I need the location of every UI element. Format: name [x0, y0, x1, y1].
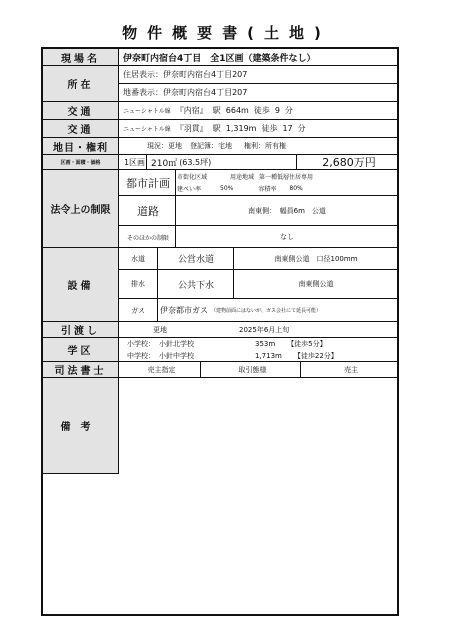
site-label: 現場名	[43, 49, 119, 65]
right-value: 所有権	[265, 142, 286, 150]
gas-label: ガス	[131, 306, 145, 315]
school-distance: 353m	[255, 340, 276, 348]
far-value: 80%	[289, 185, 303, 192]
delivery-label: 引渡し	[43, 322, 119, 337]
remarks-value	[119, 378, 397, 614]
area-sqm: 210㎡	[151, 158, 178, 169]
traffic-1-distance: 664m	[225, 106, 249, 115]
traffic-1-line: ニューシャトル線	[123, 108, 171, 115]
traffic-1-walk: 徒歩	[253, 106, 270, 115]
row-traffic-2	[43, 120, 397, 138]
school-cell	[119, 338, 397, 361]
row-scrivener	[43, 362, 397, 378]
regulation-label: 法令上の制限	[43, 170, 119, 247]
row-landuse	[43, 138, 397, 155]
landuse-value	[119, 138, 397, 154]
school-walk: 【徒歩22分】	[293, 352, 338, 360]
transaction-type-value: 売主	[344, 365, 358, 374]
drain-label: 排水	[131, 280, 145, 288]
traffic-2-line: ニューシャトル線	[123, 126, 171, 133]
delivery-date: 2025年6月上旬	[239, 325, 290, 334]
drain-note: 南東側公道	[298, 280, 334, 288]
row-regulation	[43, 170, 397, 248]
landuse-label: 地目・権利	[43, 138, 119, 154]
facilities-cell	[119, 248, 397, 321]
zone-use-label: 用途地域	[230, 174, 255, 181]
road-label: 道路	[137, 204, 159, 218]
residence-display: 住居表示：伊奈町内宿台4丁目207	[119, 66, 397, 84]
row-facilities	[43, 248, 397, 322]
traffic-1-minutes: 9	[274, 106, 280, 115]
school-row-elementary	[127, 338, 327, 350]
other-restriction-value: なし	[280, 233, 294, 241]
delivery-state: 更地	[153, 325, 167, 334]
school-row-junior-high	[127, 350, 338, 361]
traffic-2-minutes: 17	[282, 124, 293, 133]
school-name: 小針中学校	[159, 352, 194, 360]
remarks-label: 備考	[43, 378, 119, 474]
transaction-type-label: 取引態様	[201, 362, 301, 377]
row-school	[43, 338, 397, 362]
lot-display: 地番表示：伊奈町内宿台4丁目207	[123, 88, 248, 97]
registry-value: 宅地	[218, 142, 232, 150]
current-value: 更地	[168, 142, 182, 150]
address-cell	[119, 66, 397, 101]
lot-number: 1区画	[119, 155, 147, 169]
delivery-value	[119, 322, 397, 337]
ratio-line	[177, 183, 303, 194]
regulation-cell	[119, 170, 397, 247]
school-kind: 小学校：	[127, 340, 155, 348]
document-title: 物件概要書(土地)	[122, 24, 331, 42]
area-tsubo: (63.5坪)	[179, 157, 212, 167]
right-label: 権利：	[244, 142, 265, 150]
row-area	[43, 155, 397, 170]
water-value: 公営水道	[177, 255, 214, 265]
scrivener-label: 司法書士	[43, 362, 119, 377]
other-restriction-label: そのほかの制限	[126, 234, 169, 242]
price: 2,680万円	[322, 156, 376, 169]
traffic-1-value	[119, 102, 397, 119]
gas-value: 伊奈都市ガス	[160, 306, 208, 315]
row-address	[43, 66, 397, 102]
drain-value: 公共下水	[177, 280, 214, 291]
traffic-2-value	[119, 120, 397, 137]
school-walk: 【徒歩5分】	[287, 340, 327, 348]
property-summary-sheet	[41, 47, 399, 616]
school-name: 小針北学校	[159, 340, 194, 348]
row-remarks	[43, 378, 397, 614]
row-delivery	[43, 322, 397, 338]
traffic-1-station-word: 駅	[212, 106, 221, 115]
far-label: 容積率	[258, 186, 277, 193]
bcr-label: 建ぺい率	[177, 186, 202, 193]
traffic-1-unit: 分	[284, 106, 293, 115]
scrivener-value: 売主指定	[119, 362, 201, 377]
current-label: 現況：	[147, 142, 168, 150]
site-value: 伊奈町内宿台4丁目 全1区画（建築条件なし）	[123, 53, 316, 64]
bcr-value: 50%	[220, 185, 234, 192]
school-kind: 中学校：	[127, 352, 155, 360]
address-label: 所在	[43, 66, 119, 101]
row-site	[43, 49, 397, 66]
traffic-1-station: 『内宿』	[175, 106, 208, 115]
traffic-2-walk: 徒歩	[261, 124, 278, 133]
row-traffic-1	[43, 102, 397, 120]
water-label: 水道	[131, 254, 145, 263]
zone-area: 市街化区域	[177, 174, 208, 181]
registry-label: 登記簿：	[190, 142, 218, 150]
traffic-2-distance: 1,319m	[225, 124, 257, 133]
zone-use-value: 第一種低層住居専用	[259, 174, 314, 181]
road-value: 南東側： 幅員6m 公道	[248, 206, 326, 215]
zone-line	[177, 171, 313, 182]
city-plan-label: 都市計画	[126, 176, 170, 190]
traffic-2-station: 『羽貫』	[175, 124, 208, 133]
facilities-label: 設備	[43, 248, 119, 321]
water-note: 南東側公道 口径100mm	[274, 254, 358, 263]
area-label: 区画・面積・価格	[43, 155, 119, 169]
school-distance: 1,713m	[255, 352, 282, 360]
gas-note: （建物前面にはないが、ガス会社にて延長可能）	[211, 308, 322, 314]
school-label: 学区	[43, 338, 119, 361]
traffic-1-label: 交通	[43, 102, 119, 119]
gas-value-line	[160, 299, 397, 321]
traffic-2-station-word: 駅	[212, 124, 221, 133]
traffic-2-label: 交通	[43, 120, 119, 137]
traffic-2-unit: 分	[297, 124, 306, 133]
area-size	[147, 155, 297, 169]
